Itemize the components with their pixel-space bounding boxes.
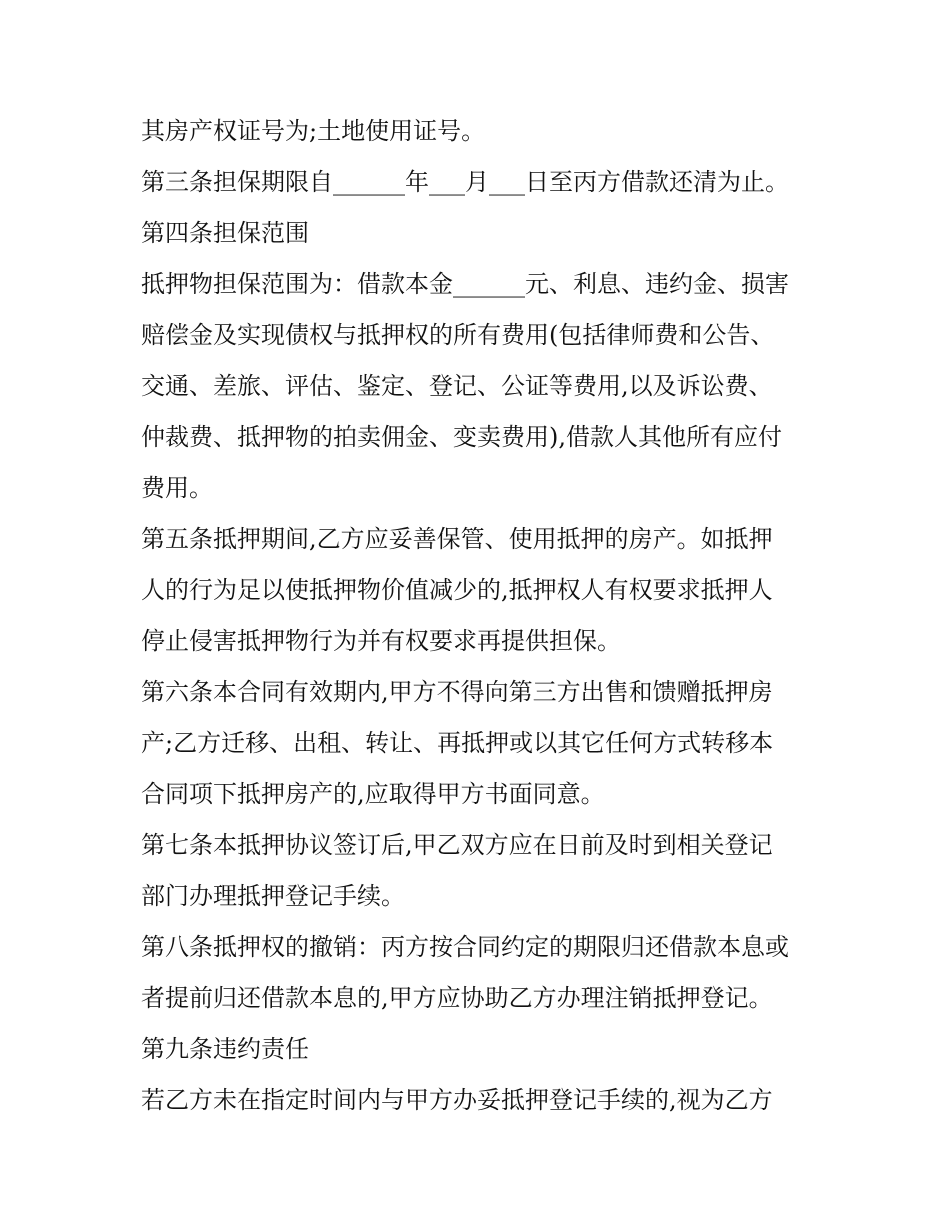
text-line: 部门办理抵押登记手续。 xyxy=(141,882,405,910)
text-line: 若乙方未在指定时间内与甲方办妥抵押登记手续的,视为乙方 xyxy=(141,1086,773,1114)
text-line: 第七条本抵押协议签订后,甲乙双方应在日前及时到相关登记 xyxy=(141,831,773,859)
section-heading: 第四条担保范围 xyxy=(141,219,309,247)
text-line: 赔偿金及实现债权与抵押权的所有费用(包括律师费和公告、 xyxy=(141,321,775,349)
text-line: 抵押物担保范围为：借款本金______元、利息、违约金、损害 xyxy=(141,270,789,298)
text-line: 其房产权证号为;土地使用证号。 xyxy=(141,117,486,145)
text-line: 者提前归还借款本息的,甲方应协助乙方办理注销抵押登记。 xyxy=(141,984,773,1012)
text-line: 仲裁费、抵押物的拍卖佣金、变卖费用),借款人其他所有应付 xyxy=(141,423,782,451)
text-line: 第六条本合同有效期内,甲方不得向第三方出售和馈赠抵押房 xyxy=(141,678,773,706)
text-line: 产;乙方迁移、出租、转让、再抵押或以其它任何方式转移本 xyxy=(141,729,774,757)
text-line: 第三条担保期限自______年___月___日至丙方借款还清为止。 xyxy=(141,168,789,196)
text-line: 第五条抵押期间,乙方应妥善保管、使用抵押的房产。如抵押 xyxy=(141,525,773,553)
text-line: 停止侵害抵押物行为并有权要求再提供担保。 xyxy=(141,627,621,655)
text-line: 合同项下抵押房产的,应取得甲方书面同意。 xyxy=(141,780,605,808)
document-body xyxy=(141,106,831,1126)
section-heading: 第九条违约责任 xyxy=(141,1035,309,1063)
text-line: 交通、差旅、评估、鉴定、登记、公证等费用,以及诉讼费、 xyxy=(141,372,773,400)
text-line: 费用。 xyxy=(141,474,213,502)
text-line: 人的行为足以使抵押物价值减少的,抵押权人有权要求抵押人 xyxy=(141,576,773,604)
text-line: 第八条抵押权的撤销：丙方按合同约定的期限归还借款本息或 xyxy=(141,933,789,961)
